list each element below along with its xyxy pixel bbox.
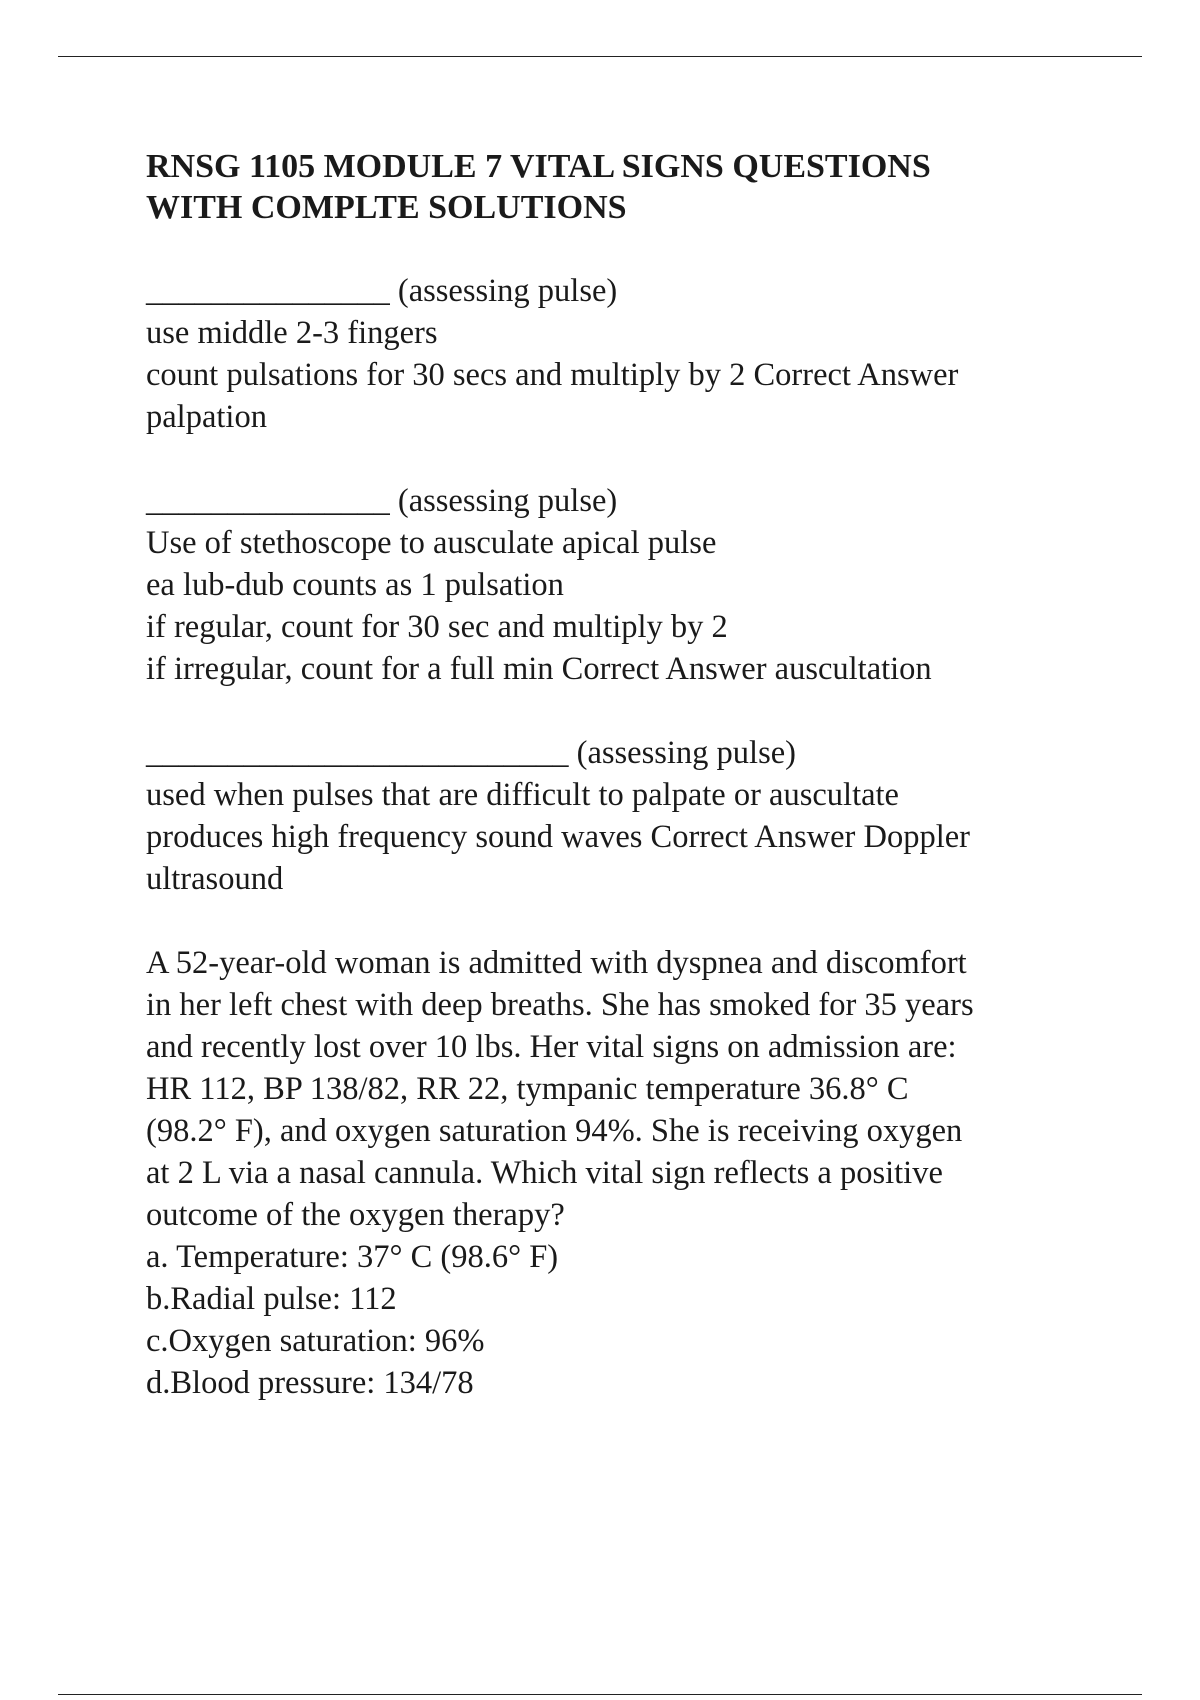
- question-stem-line: A 52-year-old woman is admitted with dyspnea and discomfort: [146, 945, 967, 981]
- question-stem-line: at 2 L via a nasal cannula. Which vital sign reflects a positive: [146, 1155, 943, 1191]
- question-doppler: [146, 732, 1096, 900]
- question-prompt: _______________ (assessing pulse): [146, 273, 618, 309]
- question-line: ea lub-dub counts as 1 pulsation: [146, 567, 564, 603]
- answer-line: palpation: [146, 399, 267, 435]
- question-stem-line: (98.2° F), and oxygen saturation 94%. She is receiving oxygen: [146, 1113, 963, 1149]
- question-stem-line: HR 112, BP 138/82, RR 22, tympanic temperature 36.8° C: [146, 1071, 909, 1107]
- answer-line: if irregular, count for a full min Correct Answer auscultation: [146, 651, 932, 687]
- top-rule: [58, 56, 1142, 57]
- answer-option-a: a. Temperature: 37° C (98.6° F): [146, 1239, 559, 1275]
- question-stem-line: and recently lost over 10 lbs. Her vital signs on admission are:: [146, 1029, 957, 1065]
- question-oxygen-therapy: [146, 942, 1096, 1404]
- question-auscultation: [146, 480, 1096, 690]
- answer-line: ultrasound: [146, 861, 284, 897]
- document-body: [146, 146, 1096, 1446]
- title-line: WITH COMPLTE SOLUTIONS: [146, 189, 627, 226]
- question-prompt: __________________________ (assessing pulse): [146, 735, 796, 771]
- question-line: Use of stethoscope to ausculate apical pulse: [146, 525, 717, 561]
- question-line: if regular, count for 30 sec and multiply by 2: [146, 609, 728, 645]
- question-stem-line: outcome of the oxygen therapy?: [146, 1197, 565, 1233]
- title-line: RNSG 1105 MODULE 7 VITAL SIGNS QUESTIONS: [146, 148, 931, 185]
- answer-option-d: d.Blood pressure: 134/78: [146, 1365, 474, 1401]
- question-line: use middle 2-3 fingers: [146, 315, 438, 351]
- question-stem-line: in her left chest with deep breaths. She has smoked for 35 years: [146, 987, 974, 1023]
- question-palpation: [146, 270, 1096, 438]
- answer-line: produces high frequency sound waves Correct Answer Doppler: [146, 819, 971, 855]
- answer-option-c: c.Oxygen saturation: 96%: [146, 1323, 485, 1359]
- bottom-rule: [58, 1694, 1142, 1695]
- question-prompt: _______________ (assessing pulse): [146, 483, 618, 519]
- answer-option-b: b.Radial pulse: 112: [146, 1281, 397, 1317]
- question-line: used when pulses that are difficult to palpate or auscultate: [146, 777, 899, 813]
- question-line: count pulsations for 30 secs and multiply by 2 Correct Answer: [146, 357, 959, 393]
- document-title: [146, 146, 1096, 228]
